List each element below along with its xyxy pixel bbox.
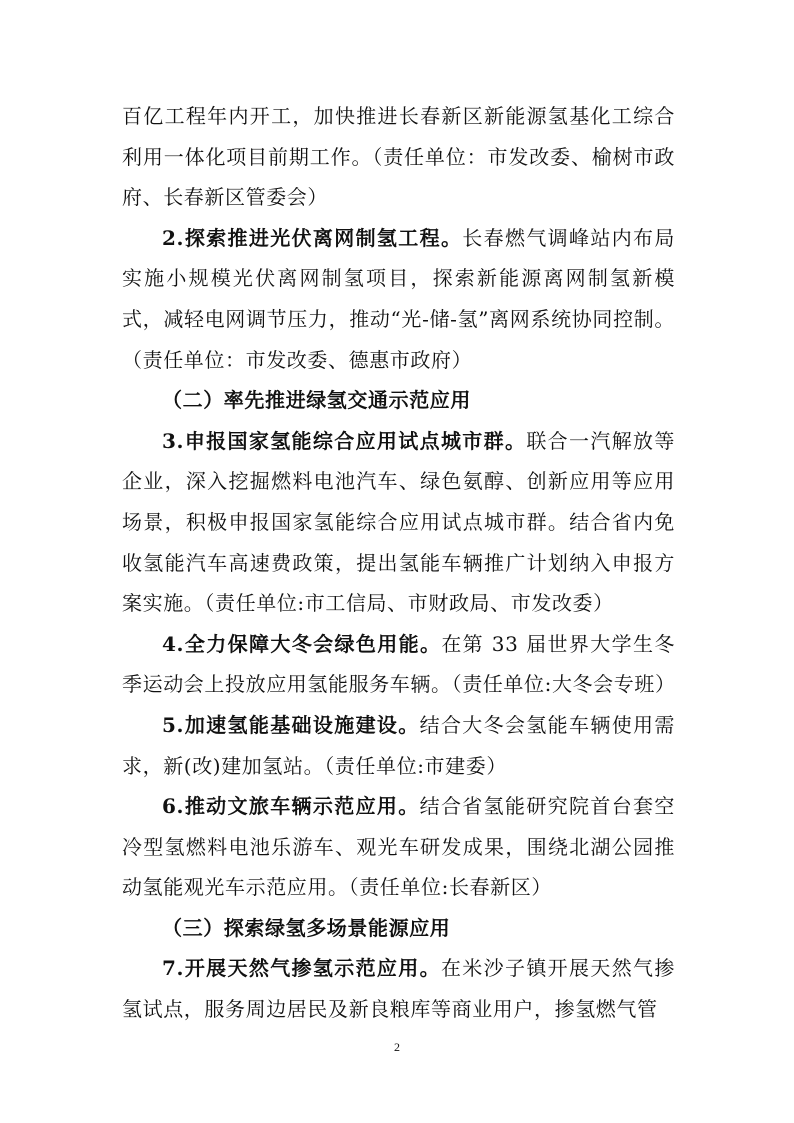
paragraph-text: 长春燃气调峰站内布局实施小规模光伏离网制氢项目，探索新能源离网制氢新模式，减轻电网调节压力，推动“光-储-氢”离网系统协同控制。（责任单位：市发改委、德惠市政府） (122, 225, 675, 372)
item-lead: 7.开展天然气掺氢示范应用。 (162, 956, 441, 981)
section-heading-2: （二）率先推进绿氢交通示范应用 (162, 388, 471, 413)
paragraph-text: 结合省氢能研究院首台套空冷型氢燃料电池乐游车、观光车研发成果，围绕北湖公园推动氢能观光车示范应用。（责任单位:长春新区） (122, 794, 675, 900)
paragraph-item-6 (122, 786, 675, 908)
item-lead: 2.探索推进光伏离网制氢工程。 (162, 225, 463, 250)
paragraph-text: 在第 33 届世界大学生冬季运动会上投放应用氢能服务车辆。（责任单位:大冬会专班） (122, 631, 676, 697)
paragraph-text: 结合大冬会氢能车辆使用需求，新(改)建加氢站。（责任单位:市建委） (122, 712, 675, 778)
section-heading-3: （三）探索绿氢多场景能源应用 (162, 915, 451, 940)
paragraph-item-7 (122, 948, 675, 1029)
paragraph-continuation (122, 96, 675, 218)
item-lead: 5.加速氢能基础设施建设。 (162, 712, 420, 737)
paragraph-text: 在米沙子镇开展天然气掺氢试点，服务周边居民及新良粮库等商业用户，掺氢燃气管 (122, 956, 675, 1022)
item-lead: 6.推动文旅车辆示范应用。 (162, 794, 420, 819)
paragraph-text: 联合一汽解放等企业，深入挖掘燃料电池汽车、绿色氨醇、创新应用等应用场景，积极申报国家氢能综合应用试点城市群。结合省内免收氢能汽车高速费政策，提出氢能车辆推广计划纳入申报方案实施。（责任单位:市工信局、市财政局、市发改委） (122, 428, 675, 616)
paragraph-item-4 (122, 624, 675, 705)
item-lead: 3.申报国家氢能综合应用试点城市群。 (162, 428, 527, 453)
document-body (122, 96, 675, 1030)
page-number: 2 (394, 1040, 400, 1054)
paragraph-item-2 (122, 218, 675, 380)
item-lead: 4.全力保障大冬会绿色用能。 (162, 631, 442, 656)
paragraph-item-3 (122, 421, 675, 624)
paragraph-item-5 (122, 705, 675, 786)
paragraph-text: 百亿工程年内开工，加快推进长春新区新能源氢基化工综合利用一体化项目前期工作。（责任单位：市发改委、榆树市政府、长春新区管委会） (122, 104, 675, 210)
